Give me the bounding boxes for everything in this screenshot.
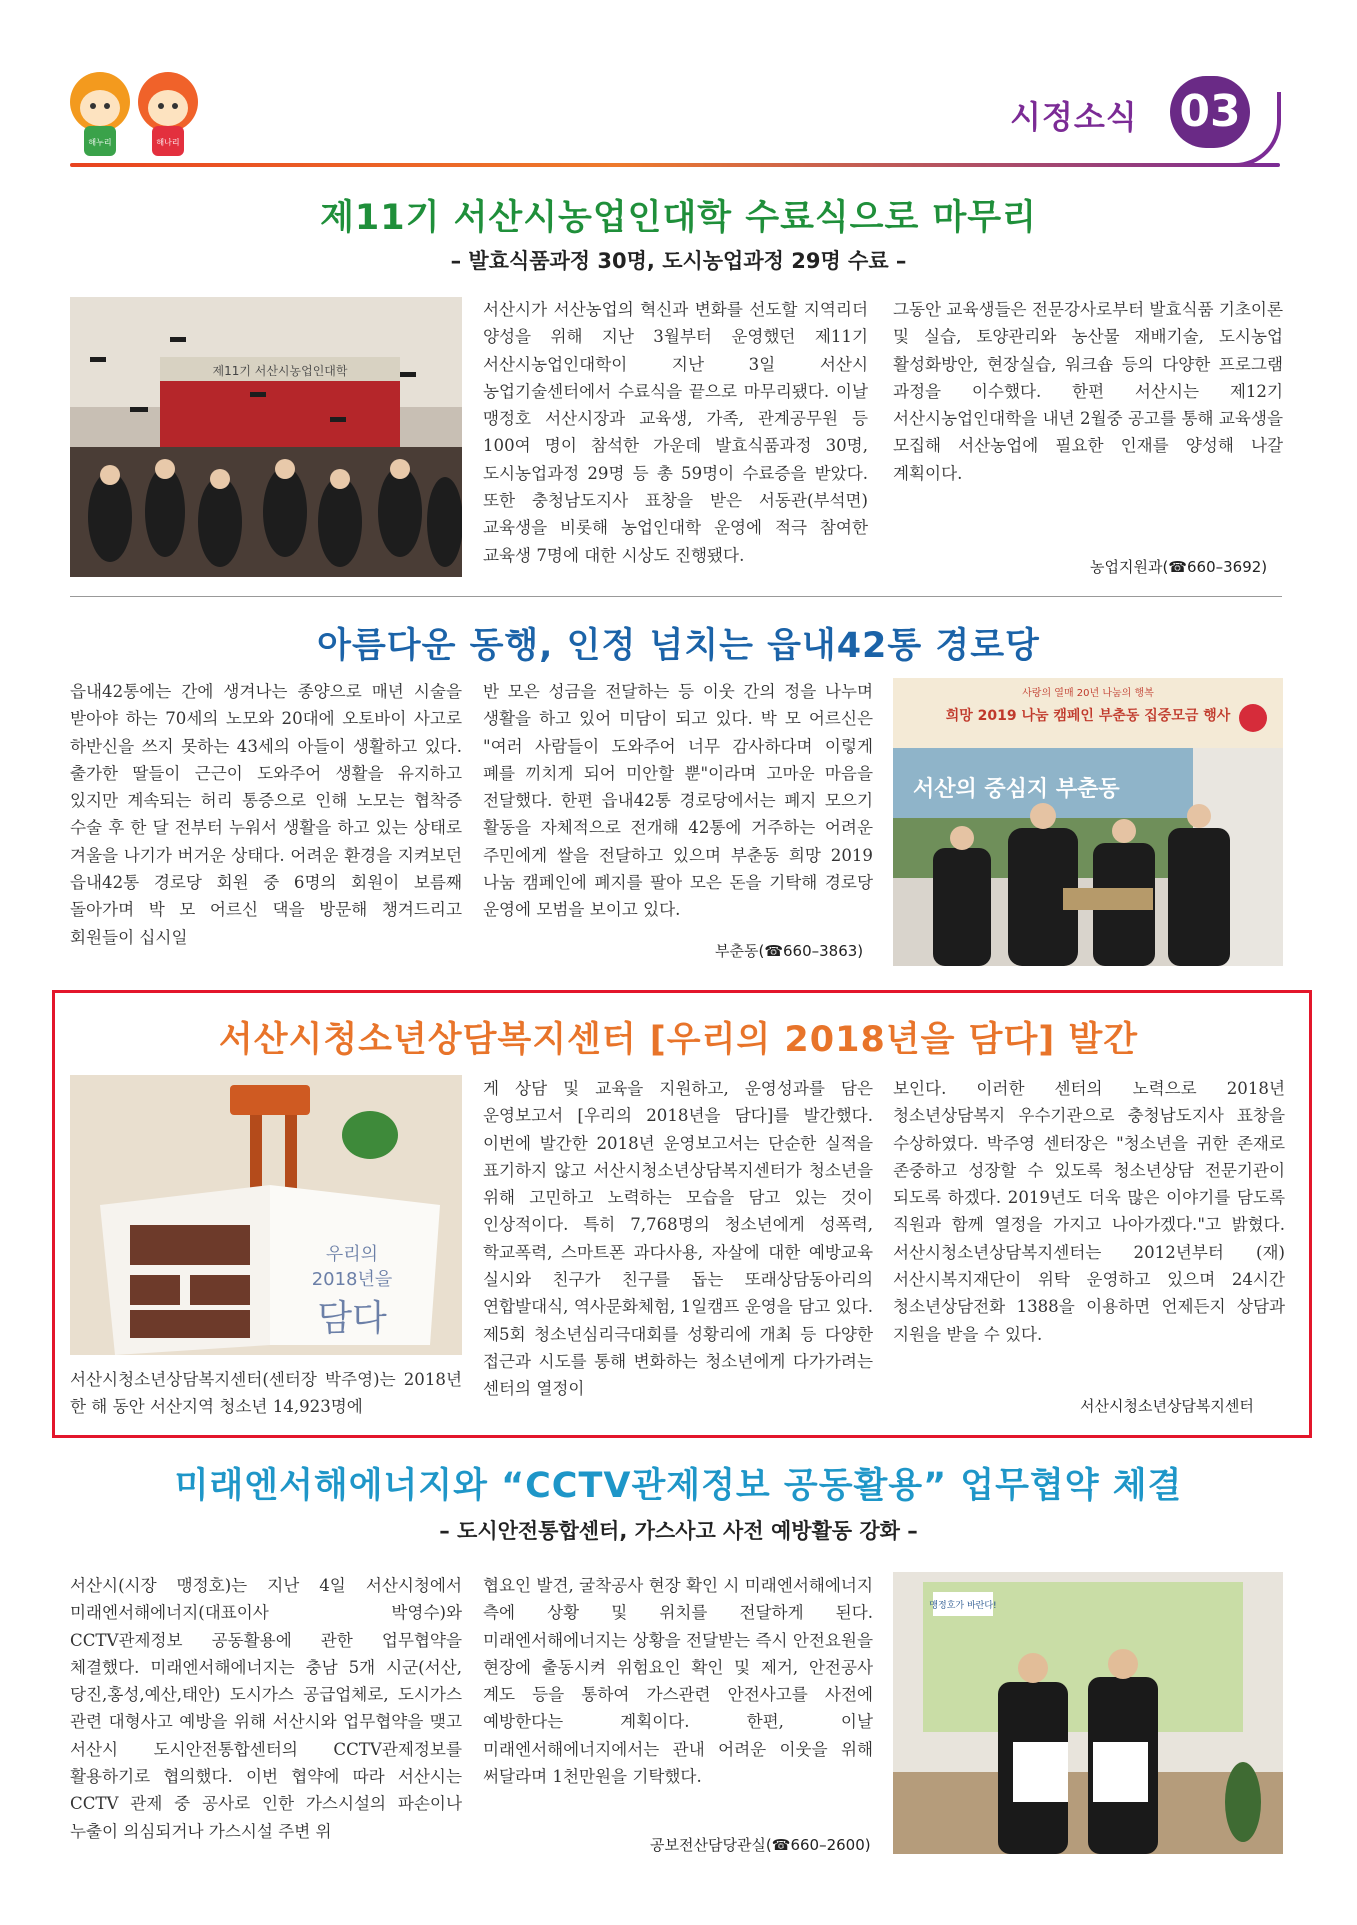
article2-body-col1: 읍내42통에는 간에 생겨나는 종양으로 매년 시술을 받아야 하는 70세의 노모와 20대에 오토바이 사고로 하반신을 쓰지 못하는 43세의 아들이 생활하고 있다. 출가한 딸들이 근근이 도와주어 생활을 유지하고 있지만 계속되는 허리 통증으로 인해 노모는 협착증 수술 후 한 달 전부터 누워서 생활을 하고 있는 상태로 겨울을 나기가 버거운 상태다. 어려운 환경을 지켜보던 읍내42통 경로당 회원 중 6명의 회원이 보름째 돌아가며 박 모 어르신 댁을 방문해 챙겨드리고 회원들이 십시일 [70,682,462,947]
photo-sign-text: 서산의 중심지 부춘동 [913,777,1120,802]
article2-title: 아름다운 동행, 인정 넘치는 읍내42통 경로당 [317,626,1040,666]
article3-body-col3: 보인다. 이러한 센터의 노력으로 2018년 청소년상담복지 우수기관으로 충청남도지사 표창을 수상하였다. 박주영 센터장은 "청소년을 귀한 존재로 존중하고 성장할 수 있도록 청소년상담 전문기관이 되도록 하겠다. 2019년도 더욱 많은 이야기를 담도록 직원과 함께 열정을 가지고 나아가겠다."고 밝혔다. 서산시청소년상담복지센터는 2012년부터 (재)서산시복지재단이 위탁 운영하고 있으며 24시간 청소년상담전화 1388을 이용하면 언제든지 상담과 지원을 받을 수 있다. [893,1079,1285,1344]
mascot-left-label: 해누리 [88,138,112,147]
article1-title: 제11기 서산시농업인대학 수료식으로 마무리 [320,198,1037,238]
photo-banner-main: 희망 2019 나눔 캠페인 부춘동 집중모금 행사 [945,708,1231,724]
article3-body-col1: 서산시청소년상담복지센터(센터장 박주영)는 2018년 한 해 동안 서산지역 청소년 14,923명에 [70,1370,462,1417]
book-cover-line2: 2018년을 [311,1269,393,1290]
mascot-right-label: 해나리 [156,138,180,147]
article4-body-col2: 협요인 발견, 굴착공사 현장 확인 시 미래엔서해에너지 측에 상황 및 위치를 전달하게 된다. 미래엔서해에너지는 상황을 전달받는 즉시 안전요원을 현장에 출동시켜 위험요인 확인 및 제거, 안전공사 계도 등을 통하여 가스관련 안전사고를 사전에 예방한다는 계획이다. 한편, 이날 미래엔서해에너지에서는 관내 어려운 이웃을 위해 써달라며 1천만원을 기탁했다. [483,1576,873,1787]
article1-body-col2: 그동안 교육생들은 전문강사로부터 발효식품 기초이론 및 실습, 토양관리와 농산물 재배기술, 도시농업 활성화방안, 현장실습, 워크숍 등의 다양한 프로그램 과정을 이수했다. 한편 서산시는 제12기 서산시농업인대학을 내년 2월중 공고를 통해 교육생을 모집해 서산농업에 필요한 인재를 양성해 나갈 계획이다. [893,300,1283,483]
donation-event-photo [893,678,1283,966]
article1-credit: 농업지원과(☎660–3692) [1090,558,1268,576]
article3-credit: 서산시청소년상담복지센터 [1080,1397,1254,1415]
mascot-logo [60,60,210,170]
annual-report-photo [70,1075,462,1355]
article-divider [70,596,1282,597]
mou-signing-photo [893,1572,1283,1854]
page-number-badge: 03 [1170,76,1250,148]
section-label: 시정소식 [1010,98,1138,136]
header-curve-decoration [1235,92,1281,167]
article4-title: 미래엔서해에너지와 “CCTV관제정보 공동활용” 업무협약 체결 [174,1466,1183,1506]
article4-subtitle: – 도시안전통합센터, 가스사고 사전 예방활동 강화 – [439,1519,918,1543]
header-rule [70,163,1280,167]
article2-credit: 부춘동(☎660–3863) [715,942,864,960]
article3-title: 서산시청소년상담복지센터 [우리의 2018년을 담다] 발간 [218,1020,1139,1060]
book-cover-line3: 담다 [317,1298,387,1339]
photo-banner-top: 사랑의 열매 20년 나눔의 행복 [1022,688,1154,699]
article4-credit: 공보전산담당관실(☎660–2600) [650,1836,871,1854]
photo-banner-text: 제11기 서산시농업인대학 [212,364,348,378]
photo-board-text: 맹정호가 바란다! [929,1601,997,1611]
article1-subtitle: – 발효식품과정 30명, 도시농업과정 29명 수료 – [450,249,907,273]
article3-body-col2: 게 상담 및 교육을 지원하고, 운영성과를 담은 운영보고서 [우리의 2018년을 담다]를 발간했다. 이번에 발간한 2018년 운영보고서는 단순한 실적을 표기하지 않고 서산시청소년상담복지센터가 청소년을 위해 고민하고 노력하는 모습을 담고 있는 것이 인상적이다. 특히 7,768명의 청소년에게 성폭력, 학교폭력, 스마트폰 과다사용, 자살에 대한 예방교육 실시와 친구가 친구를 돕는 또래상담동아리의 연합발대식, 역사문화체험, 1일캠프 운영을 담고 있다. 제5회 청소년심리극대회를 성황리에 개최 등 다양한 접근과 시도를 통해 변화하는 청소년에게 다가가려는 센터의 열정이 [483,1079,873,1399]
book-cover-line1: 우리의 [325,1244,379,1265]
article2-body-col2: 반 모은 성금을 전달하는 등 이웃 간의 정을 나누며 생활을 하고 있어 미담이 되고 있다. 박 모 어르신은 "여러 사람들이 도와주어 너무 감사하다며 이렇게 폐를 끼치게 되어 미안할 뿐"이라며 고마운 마음을 전달했다. 한편 읍내42통 경로당에서는 폐지 모으기 활동을 자체적으로 전개해 42통에 거주하는 어려운 주민에게 쌀을 전달하고 있으며 부춘동 희망 2019 나눔 캠페인에 폐지를 팔아 모은 돈을 기탁해 경로당 운영에 모범을 보이고 있다. [483,682,873,920]
graduation-photo [70,297,462,577]
article1-body-col1: 서산시가 서산농업의 혁신과 변화를 선도할 지역리더 양성을 위해 지난 3월부터 운영했던 제11기 서산시농업인대학이 지난 3일 서산시 농업기술센터에서 수료식을 끝으로 마무리됐다. 이날 맹정호 서산시장과 교육생, 가족, 관계공무원 등 100여 명이 참석한 가운데 발효식품과정 30명, 도시농업과정 29명 등 총 59명이 수료증을 받았다. 또한 충청남도지사 표창을 받은 서동관(부석면)교육생을 비롯해 농업인대학 운영에 적극 참여한 교육생 7명에 대한 시상도 진행됐다. [483,300,868,565]
article4-body-col1: 서산시(시장 맹정호)는 지난 4일 서산시청에서 미래엔서해에너지(대표이사 박영수)와 CCTV관제정보 공동활용에 관한 업무협약을 체결했다. 미래엔서해에너지는 충남 5개 시군(서산,당진,홍성,예산,태안) 도시가스 공급업체로, 도시가스 관련 대형사고 예방을 위해 서산시와 업무협약을 맺고 서산시 도시안전통합센터의 CCTV관제정보를 활용하기로 협의했다. 이번 협약에 따라 서산시는 CCTV 관제 중 공사로 인한 가스시설의 파손이나 누출이 의심되거나 가스시설 주변 위 [70,1576,462,1841]
